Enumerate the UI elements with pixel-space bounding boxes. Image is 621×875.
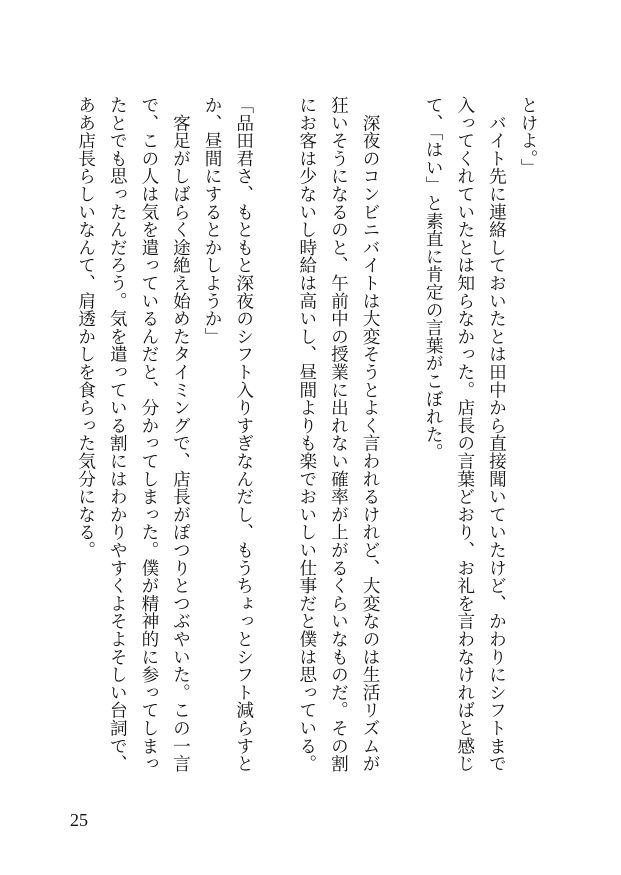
text-line: 深夜のコンビニバイトは大変そうとよく言われるけれど、大変なのは生活リズムが — [360, 96, 381, 773]
text-line: 客足がしばらく途絶え始めたタイミングで、店長がぽつりとつぶやいた。この一言 — [170, 96, 191, 773]
paragraph-break — [259, 96, 291, 796]
text-line: ああ店長らしいなんて、肩透かしを食らった気分になる。 — [75, 96, 96, 559]
text-line: とけよ。」 — [518, 96, 538, 177]
paragraph-break — [385, 96, 417, 796]
text-line: バイト先に連絡しておいたとは田中から直接聞いていたけど、かわりにシフトまで — [486, 96, 507, 773]
text-line: 「品田君さ、もともと深夜のシフト入りすぎなんだし、もうちょっとシフト減らすと — [233, 96, 254, 773]
text-line: て、「はい」と素直に肯定の言葉がこぼれた。 — [423, 96, 444, 461]
text-line: にお客は少ないし時給は高いし、昼間よりも楽でおいしい仕事だと僕は思っている。 — [296, 96, 317, 773]
text-line: で、この人は気を遣っているんだと、分かってしまった。僕が精神的に参ってしまっ — [138, 96, 159, 773]
text-line: たとでも思ったんだろう。気を遣っている割にはわかりやすくよそよそしい台詞で、 — [107, 96, 128, 773]
text-line: 入ってくれていたとは知らなかった。店長の言葉どおり、お礼を言わなければと感じ — [454, 96, 475, 773]
text-line: 狂いそうになるのと、午前中の授業に出れない確率が上がるくらいなものだ。その割 — [328, 96, 349, 773]
text-line: か、昼間にするとかしようか」 — [202, 96, 223, 346]
vertical-text-body — [69, 96, 543, 796]
page-number: 25 — [70, 810, 88, 830]
